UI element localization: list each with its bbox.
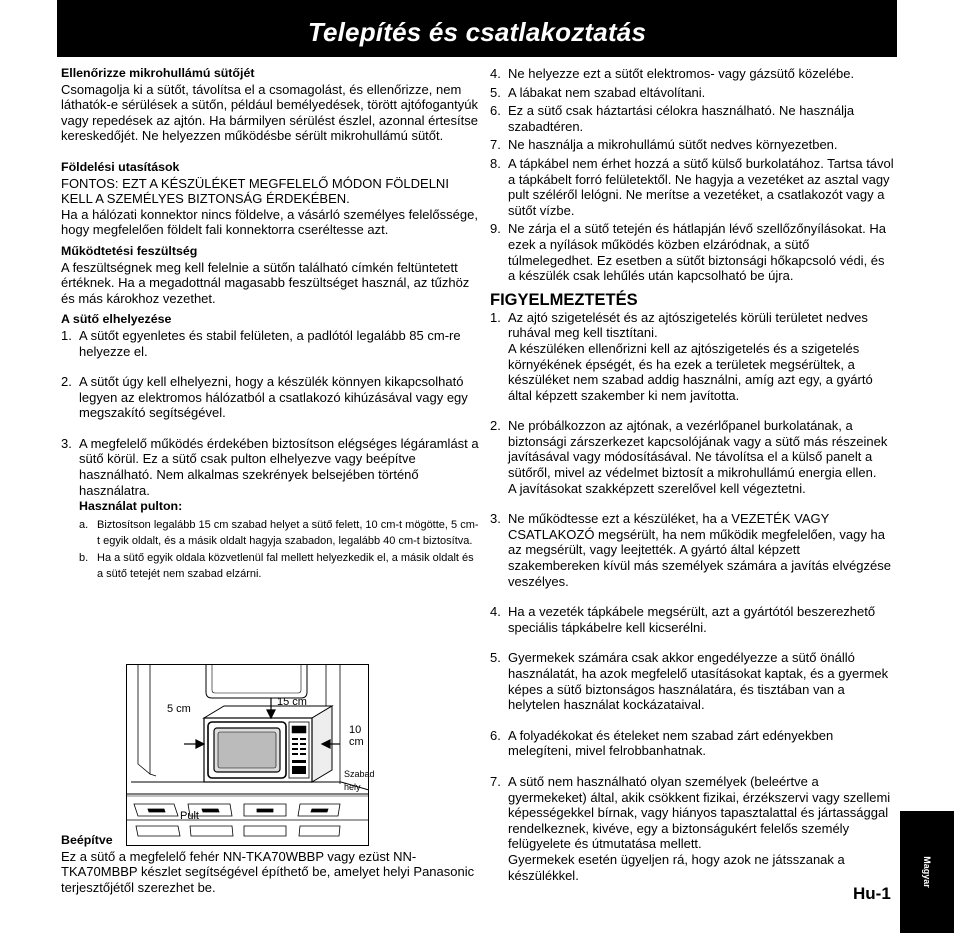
list-item: 4. Ne helyezze ezt a sütőt elektromos- vagy gázsütő közelébe. — [490, 66, 855, 81]
label-free-2: hely — [344, 782, 361, 792]
label-free-1: Szabad — [344, 769, 375, 779]
ground-text: Ha a hálózati konnektor nincs földelve, a vásárló személyes felelőssége, hogy megfelelően földelt fali konnektorra cseréltesse azt. — [61, 206, 478, 238]
left-column — [61, 66, 479, 583]
list-item: 3. Ne működtesse ezt a készüléket, ha a VEZETÉK VAGY CSATLAKOZÓ megsérült, ha nem működik megfelelően, vagy ha az megsérült, vagy leejtették. A gyártó által képzett szakembereken kívül más személyek számára a javítás elvégzése veszélyes. — [490, 511, 891, 589]
placement-list — [61, 328, 479, 583]
builtin-section — [61, 833, 479, 895]
list-item: 6. A folyadékokat és ételeket nem szabad zárt edényekben melegíteni, mivel felrobbanhatnak. — [490, 727, 834, 759]
label-5cm: 5 cm — [167, 703, 191, 715]
page-number: Hu-1 — [853, 884, 891, 903]
list-item: 4. Ha a vezeték tápkábele megsérült, azt a gyártótól beszerezhető speciális tápkábelre kell kicserélni. — [490, 604, 876, 635]
oven-clearance-diagram — [126, 664, 369, 846]
ground-heading: Földelési utasítások — [61, 159, 180, 174]
warning-list — [490, 310, 895, 883]
check-heading: Ellenőrizze mikrohullámú sütőjét — [61, 66, 255, 80]
placement-heading: A sütő elhelyezése — [61, 312, 172, 327]
list-item: 8. A tápkábel nem érhet hozzá a sütő külső burkolatához. Tartsa távol a tápkábelt forró felületektől. Ne hagyja a vezetéket az asztal vagy pult széléről lelógni. Ne merítse a vezetéket, a csatlakozót vagy a sütőt vízbe. — [490, 155, 894, 218]
list-item: a. Biztosítson legalább 15 cm szabad helyet a sütő felett, 10 cm-t mögötte, 5 cm-t egyik oldalt, és a másik oldalt hagyja szabadon, legalább 40 cm-t biztosítva. — [79, 518, 479, 548]
list-item: 3. A megfelelő működés érdekében biztosítson elégséges légáramlást a sütő körül. Ez a sütő csak pulton elhelyezve vagy beépítve használható. Nem alkalmas szekrények belsejében történő használatra. Használat pulton: a. Biztosítson legalább 15 cm szabad helyet a sütő felett, 10 cm-t mögötte, 5 cm-t egyik oldalt, és a másik oldalt hagyja szabadon, legalább 40 cm-t biztosítva. b. Ha a sütő egyik oldala közvetlenül fal mellett helyezkedik el, a másik oldalt és a sütő tetejét nem szabad elzárni. — [61, 436, 479, 583]
builtin-text: Ez a sütő a megfelelő fehér NN-TKA70WBBP vagy ezüst NN-TKA70MBBP készlet segítségével építhető be, amelyet helyi Panasonic terjesztőjétől szerezhet be. — [61, 848, 475, 895]
language-tab — [900, 811, 954, 933]
check-text: Csomagolja ki a sütőt, távolítsa el a csomagolást, és ellenőrizze, nem láthatók-e sérülések a sütőn, például bemélyedések, törött ajtófogantyúk vagy repedések az ajtón. Ha bármilyen sérülést észlel, azonnal értesítse kereskedőjét. Ne helyezzen működésbe sérült mikrohullámú sütőt. — [61, 81, 478, 144]
placement-illustration — [126, 664, 375, 846]
language-tab-label: Magyar — [922, 856, 932, 888]
list-item: 9. Ne zárja el a sütő tetején és hátlapján lévő szellőzőnyílásokat. Ha ezek a nyílások működés közben elzáródnak, a sütő túlmelegedhet. Ez esetben a sütőt biztonsági hőkapcsoló védi, és a készülék csak lehűlés után kapcsolható be újra. — [490, 221, 886, 284]
top-list — [490, 66, 895, 284]
warning-heading: FIGYELMEZTETÉS — [490, 290, 638, 309]
list-item: b. Ha a sütő egyik oldala közvetlenül fal mellett helyezkedik el, a másik oldalt és a sütő tetejét nem szabad elzárni. — [79, 551, 474, 581]
title-bar — [57, 0, 897, 57]
right-column — [490, 66, 895, 883]
voltage-text: A feszültségnek meg kell felelnie a sütőn található címkén feltüntetett értéknek. Ha a megadottnál magasabb feszültséget használ, az tűzhöz és más károkhoz vezethet. — [61, 259, 470, 306]
builtin-heading: Beépítve — [61, 833, 113, 847]
list-item: 6. Ez a sütő csak háztartási célokra használható. Ne használja szabadtéren. — [490, 103, 855, 134]
counter-use-heading: Használat pulton: — [79, 499, 183, 514]
list-item: 5. Gyermekek számára csak akkor engedélyezze a sütő önálló használatát, ha azok megfelelő utasításokat kaptak, és a gyermek képes a sütő biztonságos használatára, és tisztában van a helytelen használat kockázataival. — [490, 650, 889, 713]
list-item: 5. A lábakat nem szabad eltávolítani. — [490, 84, 706, 100]
list-item: 1. Az ajtó szigetelését és az ajtószigetelés körüli területet nedves ruhával meg kell tisztítani. A készüléken ellenőrizni kell az ajtószigetelés és a szigetelés környékének épségét, és ha ezek a területek megsérültek, a készüléket nem szabad addig használni, amíg azt egy, a gyártó által képzett szakember ki nem javította. — [490, 309, 873, 403]
counter-list — [79, 517, 479, 583]
label-10cm: 10 cm — [349, 724, 364, 748]
label-counter: Pult — [180, 810, 199, 822]
list-item: 2. Ne próbálkozzon az ajtónak, a vezérlőpanel burkolatának, a biztonsági zárszerkezet kapcsolójának vagy a sütő más részeinek javításával vagy módosításával. Ne távolítsa el a külső panelt a sütőről, mivel az védelmet biztosít a mikrohullámú energia ellen. A javításokat szakképzett szerelővel kell végeztetni. — [490, 418, 888, 496]
list-item: 1. A sütőt egyenletes és stabil felületen, a padlótól legalább 85 cm-re helyezze el. — [61, 327, 461, 359]
voltage-heading: Működtetési feszültség — [61, 243, 198, 258]
list-item: 2. A sütőt úgy kell elhelyezni, hogy a készülék könnyen kikapcsolható legyen az elektromos hálózatból a csatlakozó kihúzásával vagy egy megszakító segítségével. — [61, 374, 468, 421]
list-item: 7. A sütő nem használható olyan személyek (beleértve a gyermekeket) által, akik csökkent fizikai, érzékszervi vagy szellemi képességekkel bírnak, vagy hiányos tapasztalattal és jártassággal rendelkeznek, kivéve, egy a biztonságukért felelős személy felügyelete és útmutatása mellett. Gyermekek esetén ügyeljen rá, hogy azok ne játsszanak a készülékkel. — [490, 773, 891, 883]
label-15cm: 15 cm — [277, 696, 307, 708]
page-title: Telepítés és csatlakoztatás — [307, 17, 647, 47]
ground-caps: FONTOS: EZT A KÉSZÜLÉKET MEGFELELŐ MÓDON FÖLDELNI KELL A SZEMÉLYES BIZTONSÁG ÉRDEKÉBEN. — [61, 175, 449, 207]
list-item: 7. Ne használja a mikrohullámú sütőt nedves környezetben. — [490, 137, 838, 153]
